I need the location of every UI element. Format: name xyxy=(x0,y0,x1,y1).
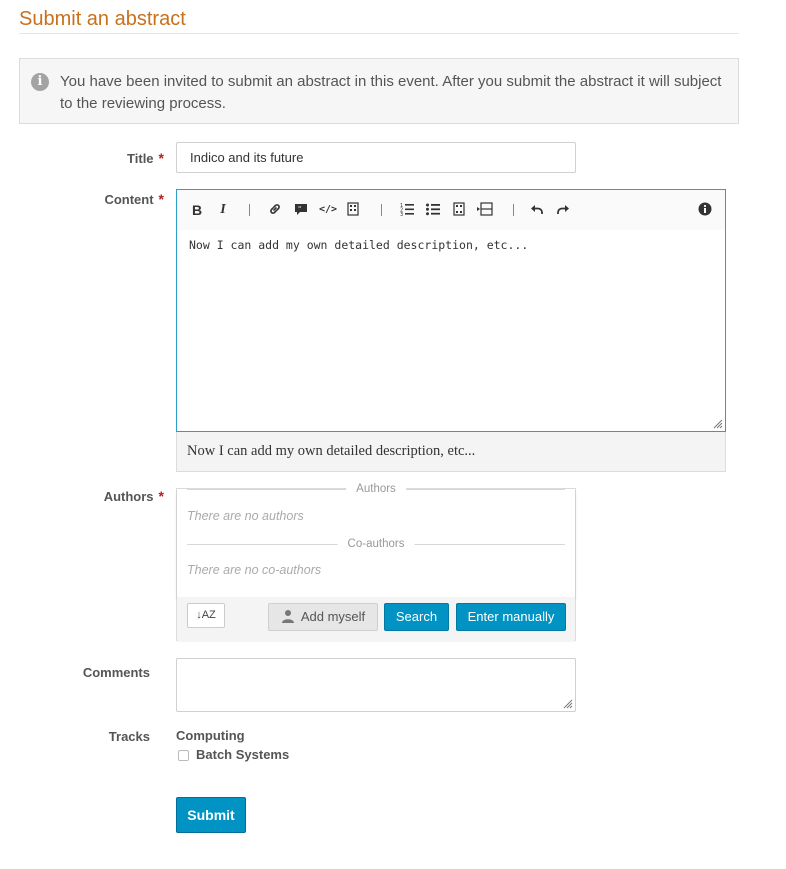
content-preview: Now I can add my own detailed description, etc... xyxy=(176,432,726,472)
authors-label xyxy=(60,488,164,504)
required-marker: * xyxy=(158,488,164,504)
comments-label: Comments xyxy=(82,665,150,680)
no-coauthors-note: There are no co-authors xyxy=(187,563,322,577)
svg-text:1: 1 xyxy=(400,203,404,209)
user-icon xyxy=(281,609,295,623)
insert-icon[interactable] xyxy=(477,202,493,218)
redo-icon[interactable] xyxy=(555,202,571,218)
info-icon[interactable] xyxy=(697,202,713,218)
toolbar-divider xyxy=(381,204,382,216)
title-label-text: Title xyxy=(127,151,154,166)
track-checkbox-label[interactable]: Batch Systems xyxy=(196,747,290,762)
required-marker: * xyxy=(158,150,164,166)
title-label xyxy=(60,150,164,166)
unordered-list-icon[interactable] xyxy=(425,202,441,218)
submit-button[interactable]: Submit xyxy=(176,797,246,833)
svg-text:2: 2 xyxy=(400,207,404,214)
coauthors-heading: Co-authors xyxy=(338,538,415,550)
authors-section-header xyxy=(187,483,565,495)
resize-grip-icon[interactable] xyxy=(711,417,723,429)
info-message-box xyxy=(19,58,739,124)
toolbar-divider xyxy=(249,204,250,216)
svg-text:": " xyxy=(298,205,302,213)
toolbar-divider xyxy=(513,204,514,216)
authors-heading: Authors xyxy=(346,483,406,495)
track-checkbox[interactable] xyxy=(178,750,189,761)
info-message-text: You have been invited to submit an abstract in this event. After you submit the abstract it will subject to the reviewing process. xyxy=(60,73,722,112)
track-group-title: Computing xyxy=(176,728,245,743)
title-input[interactable] xyxy=(176,142,576,173)
sort-alphabetical-button[interactable] xyxy=(187,603,225,628)
resize-grip-icon[interactable] xyxy=(561,697,573,709)
table-icon[interactable] xyxy=(451,202,467,218)
quote-icon[interactable] xyxy=(293,202,309,218)
page-title: Submit an abstract xyxy=(19,8,186,30)
sort-icon: ↓AZ xyxy=(196,609,216,621)
italic-icon[interactable]: I xyxy=(220,202,226,217)
content-label-text: Content xyxy=(104,192,154,207)
search-authors-button[interactable]: Search xyxy=(384,603,449,631)
content-label xyxy=(60,191,164,207)
no-authors-note: There are no authors xyxy=(187,509,304,523)
bold-icon[interactable]: B xyxy=(191,202,203,218)
authors-label-text: Authors xyxy=(103,489,154,504)
required-marker: * xyxy=(158,191,164,207)
title-divider xyxy=(19,33,739,34)
undo-icon[interactable] xyxy=(529,202,545,218)
content-editor[interactable] xyxy=(176,189,726,432)
ordered-list-icon[interactable] xyxy=(399,202,415,218)
svg-text:3: 3 xyxy=(400,212,404,216)
editor-toolbar xyxy=(177,190,725,230)
add-myself-button[interactable] xyxy=(268,603,378,631)
authors-widget xyxy=(176,483,576,641)
content-editor-text[interactable]: Now I can add my own detailed description, etc... xyxy=(189,238,529,252)
info-icon: i xyxy=(31,73,49,91)
enter-manually-button[interactable]: Enter manually xyxy=(456,603,566,631)
link-icon[interactable] xyxy=(267,202,283,218)
code-icon[interactable]: </> xyxy=(319,204,338,215)
comments-textarea[interactable] xyxy=(176,658,576,712)
authors-list xyxy=(177,483,575,597)
add-myself-label: Add myself xyxy=(300,609,366,624)
tracks-label: Tracks xyxy=(108,729,150,744)
image-icon[interactable] xyxy=(345,202,361,218)
coauthors-section-header xyxy=(187,538,565,550)
